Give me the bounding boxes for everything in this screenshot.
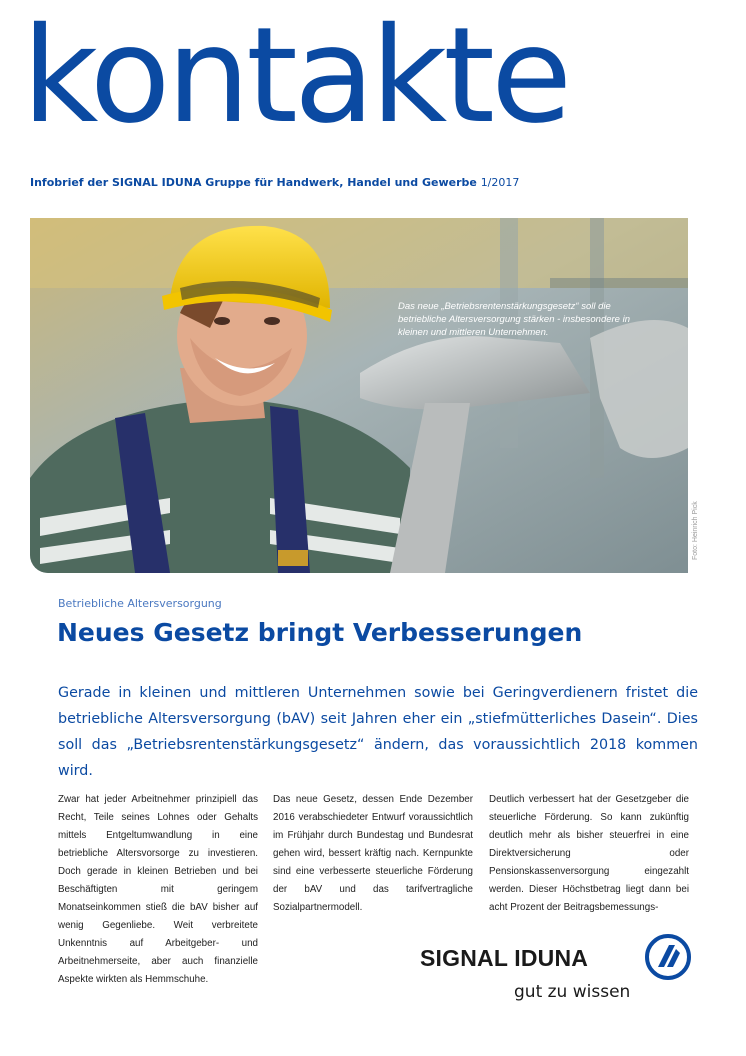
hero-caption: Das neue „Betriebsrentenstärkungsgesetz“ soll die betriebliche Altersversorgung stärken - insbesondere in kleinen und mittleren Unternehmen. [398,301,630,338]
article-column-3: Deutlich verbessert hat der Gesetzgeber die steuerliche Förderung. So kann zukünftig deutlich mehr als bisher steuerfrei in eine Direktversicherung oder Pensionskassenversorgung eingezahlt werden. Dieser Höchstbetrag liegt dann bei acht Prozent der Beitragsbemessungs- [489,794,689,913]
hero-photo [30,218,688,573]
article-kicker: Betriebliche Altersversorgung [58,597,222,610]
hero-illustration [30,218,688,573]
article-column-1: Zwar hat jeder Arbeitnehmer prinzipiell das Recht, Teile seines Lohnes oder Gehalts mittels Entgeltumwandlung in eine betriebliche Altersvorsorge zu investieren. Doch gerade in kleinen Betrieben und bei Beschäftigten mit geringem Monatseinkommen stieß die bAV bisher auf wenig Gegenliebe. Weit verbreitete Unkenntnis auf Arbeitgeber- und Arbeitnehmerseite, aber auch finanzielle Aspekte wirkten als Hemmschuhe. [58,794,258,985]
masthead-title: kontakte [22,0,569,153]
issue-number: 1/2017 [480,176,520,189]
subtitle-text: Infobrief der SIGNAL IDUNA Gruppe für Handwerk, Handel und Gewerbe [30,176,477,189]
article-lead: Gerade in kleinen und mittleren Unternehmen sowie bei Geringverdienern fristet die betriebliche Altersversorgung (bAV) seit Jahren eher ein „stiefmütterliches Dasein“. Dies soll das „Betriebsrentenstärkungsgesetz“ ändern, das voraussichtlich 2018 kommen wird. [58,685,698,779]
photo-credit: Foto: Heinrich Pick [692,501,699,560]
brand-name: SIGNAL IDUNA [420,945,589,971]
signal-iduna-logo-icon [645,934,691,980]
article-column-2: Das neue Gesetz, dessen Ende Dezember 2016 verabschiedeter Entwurf voraussichtlich im Frühjahr durch Bundestag und Bundesrat gehen wird, bessert kräftig nach. Kernpunkte sind eine verbesserte steuerliche Förderung der bAV und das tarifvertragliche Sozialpartnermodell. [273,794,473,913]
brand-slogan: gut zu wissen [514,982,631,1002]
article-headline: Neues Gesetz bringt Verbesserungen [57,618,583,647]
masthead-subtitle [30,176,519,189]
